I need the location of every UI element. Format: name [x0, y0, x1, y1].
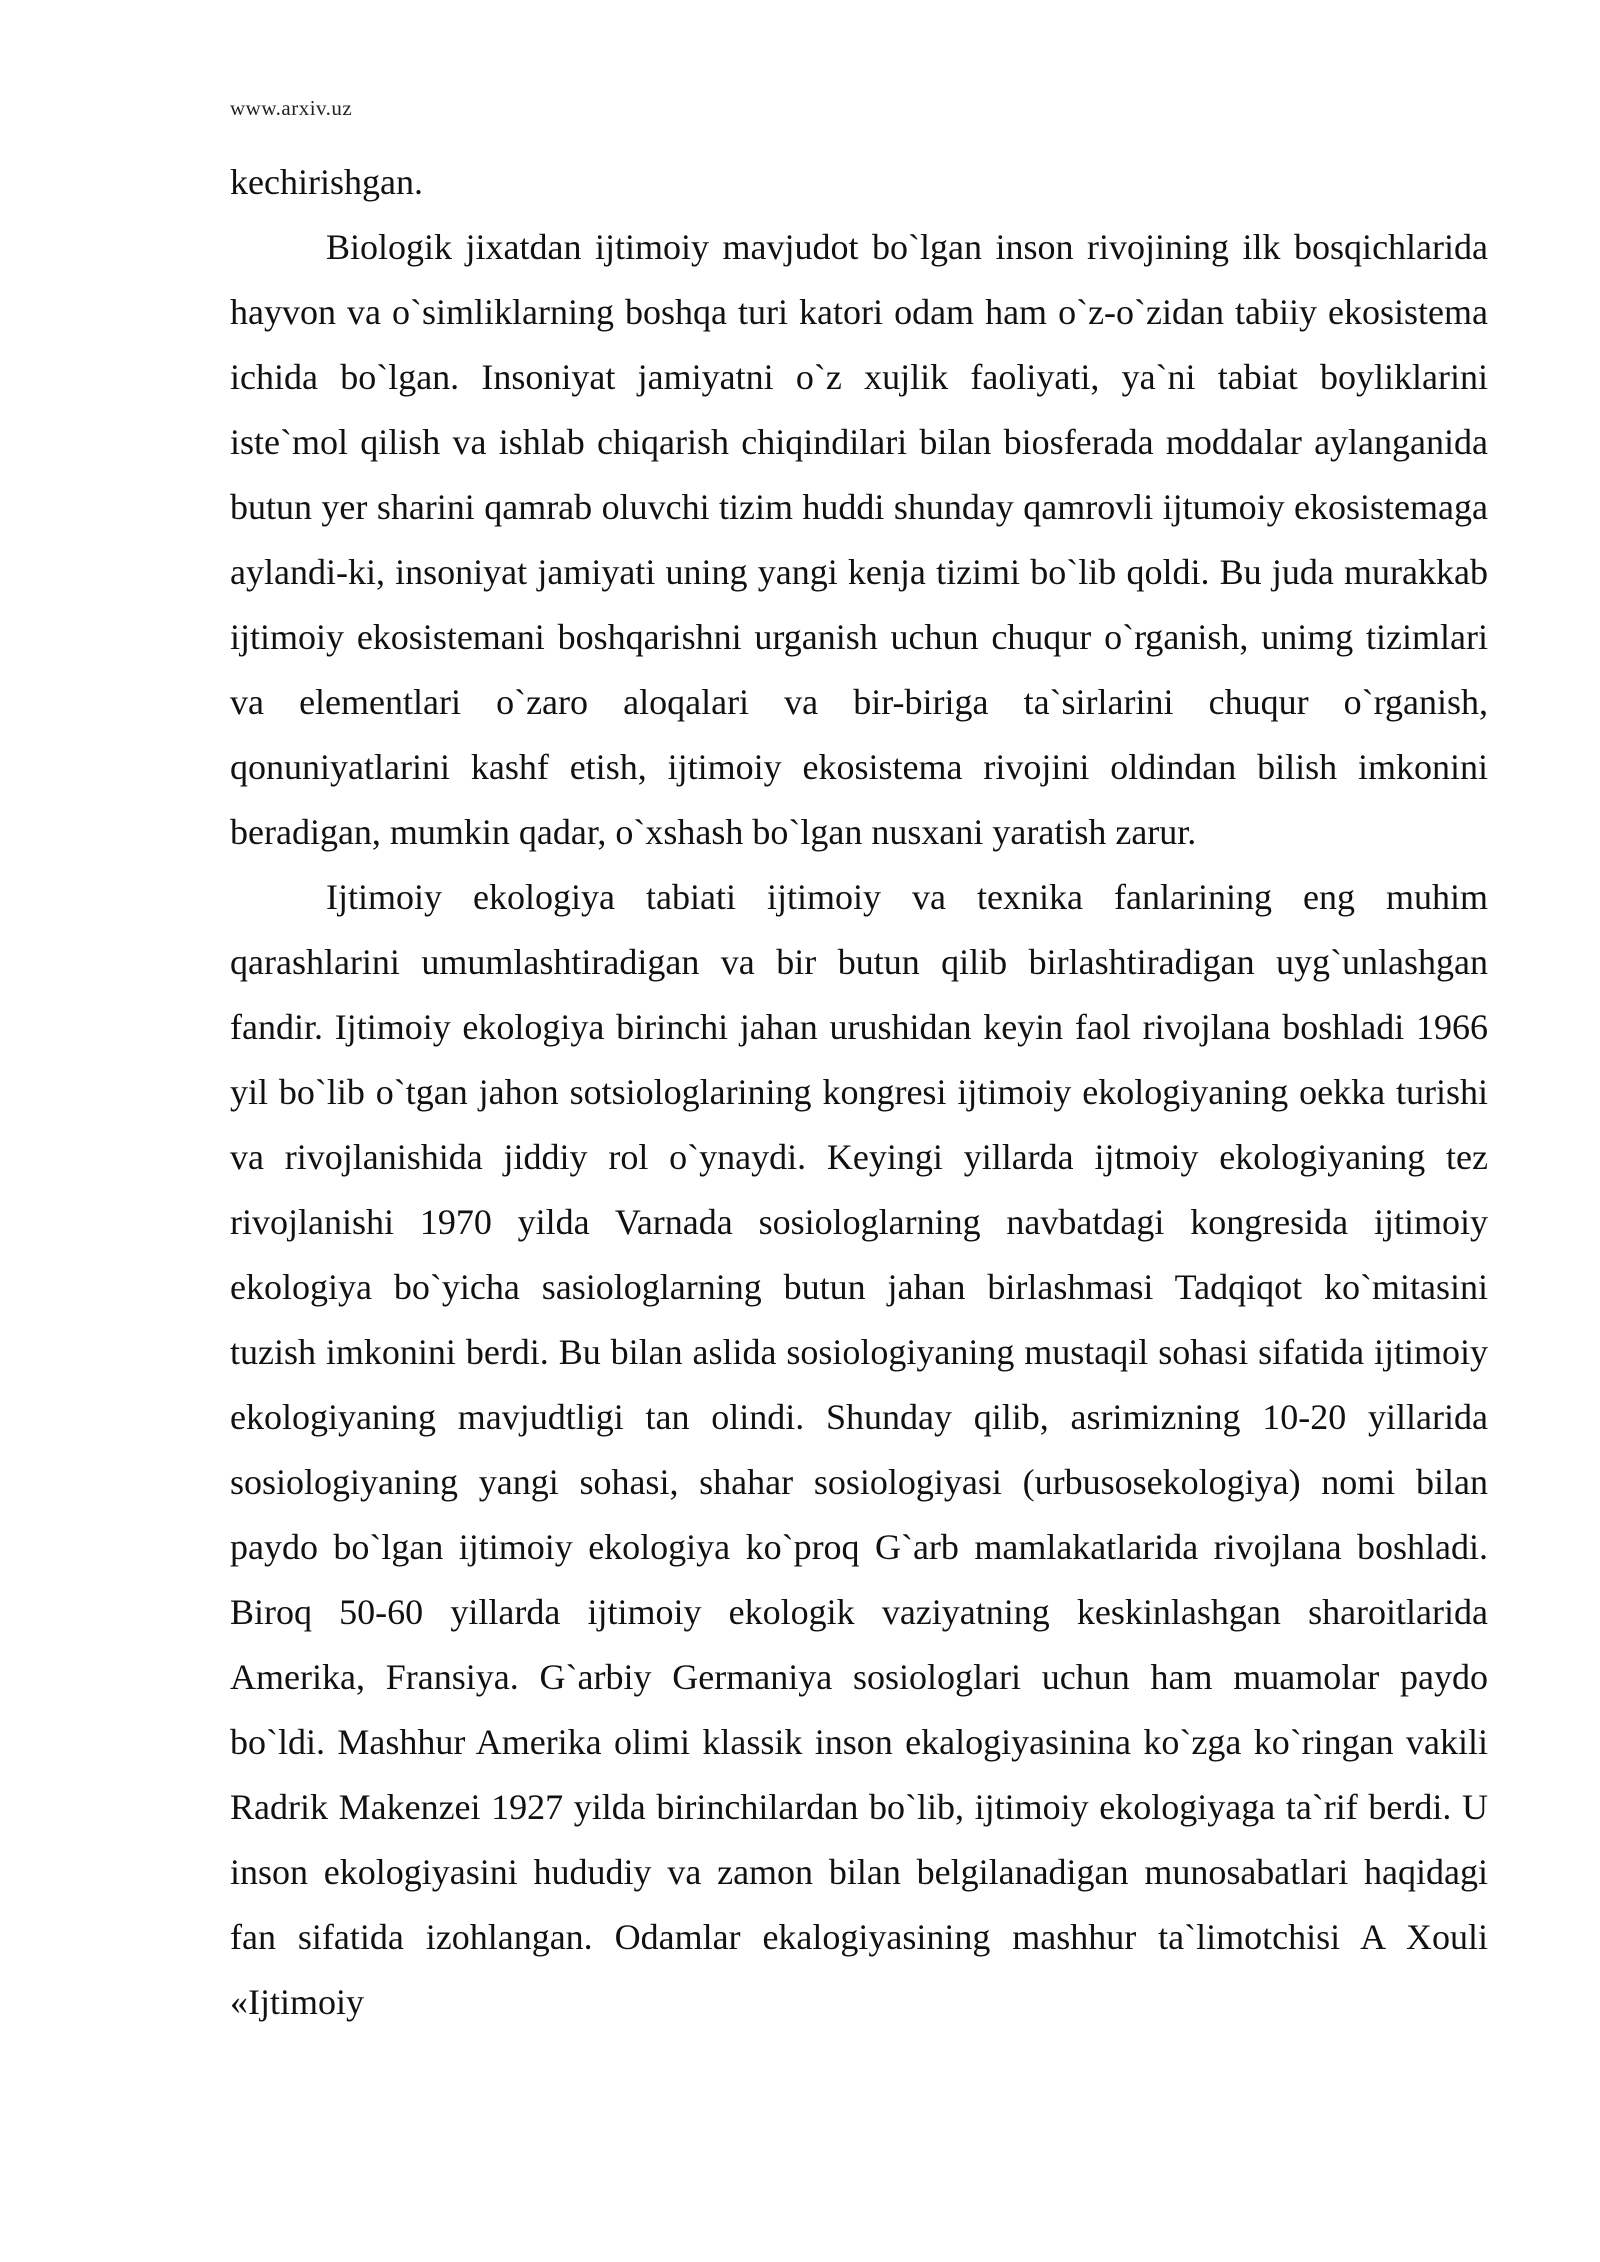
header-url: www.arxiv.uz [230, 96, 353, 120]
document-body [230, 150, 1488, 2035]
paragraph-biologik: Biologik jixatdan ijtimoiy mavjudot bo`lgan inson rivojining ilk bosqichlarida hayvon va o`simliklarning boshqa turi katori odam ham o`z-o`zidan tabiiy ekosistema ichida bo`lgan. Insoniyat jamiyatni o`z xujlik faoliyati, ya`ni tabiat boyliklarini iste`mol qilish va ishlab chiqarish chiqindilari bilan biosferada moddalar aylanganida butun yer sharini qamrab oluvchi tizim huddi shunday qamrovli ijtumoiy ekosistemaga aylandi-ki, insoniyat jamiyati uning yangi kenja tizimi bo`lib qoldi. Bu juda murakkab ijtimoiy ekosistemani boshqarishni urganish uchun chuqur o`rganish, unimg tizimlari va elementlari o`zaro aloqalari va bir-biriga ta`sirlarini chuqur o`rganish, qonuniyatlarini kashf etish, ijtimoiy ekosistema rivojini oldindan bilish imkonini beradigan, mumkin qadar, o`xshash bo`lgan nusxani yaratish zarur. [230, 227, 1488, 852]
paragraph-ijtimoiy-ekologiya: Ijtimoiy ekologiya tabiati ijtimoiy va texnika fanlarining eng muhim qarashlarini umumlashtiradigan va bir butun qilib birlashtiradigan uyg`unlashgan fandir. Ijtimoiy ekologiya birinchi jahan urushidan keyin faol rivojlana boshladi 1966 yil bo`lib o`tgan jahon sotsiologlarining kongresi ijtimoiy ekologiyaning oekka turishi va rivojlanishida jiddiy rol o`ynaydi. Keyingi yillarda ijtmoiy ekologiyaning tez rivojlanishi 1970 yilda Varnada sosiologlarning navbatdagi kongresida ijtimoiy ekologiya bo`yicha sasiologlarning butun jahan birlashmasi Tadqiqot ko`mitasini tuzish imkonini berdi. Bu bilan aslida sosiologiyaning mustaqil sohasi sifatida ijtimoiy ekologiyaning mavjudtligi tan olindi. Shunday qilib, asrimizning 10-20 yillarida sosiologiyaning yangi sohasi, shahar sosiologiyasi (urbusosekologiya) nomi bilan paydo bo`lgan ijtimoiy ekologiya ko`proq G`arb mamlakatlarida rivojlana boshladi. Biroq 50-60 yillarda ijtimoiy ekologik vaziyatning keskinlashgan sharoitlarida Amerika, Fransiya. G`arbiy Germaniya sosiologlari uchun ham muamolar paydo bo`ldi. Mashhur Amerika olimi klassik inson ekalogiyasinina ko`zga ko`ringan vakili Radrik Makenzei 1927 yilda birinchilardan bo`lib, ijtimoiy ekologiyaga ta`rif berdi. U inson ekologiyasini hududiy va zamon bilan belgilanadigan munosabatlari haqidagi fan sifatida izohlangan. Odamlar ekalogiyasining mashhur ta`limotchisi A Xouli «Ijtimoiy [230, 877, 1488, 2022]
paragraph-continuation: kechirishgan. [230, 162, 423, 202]
